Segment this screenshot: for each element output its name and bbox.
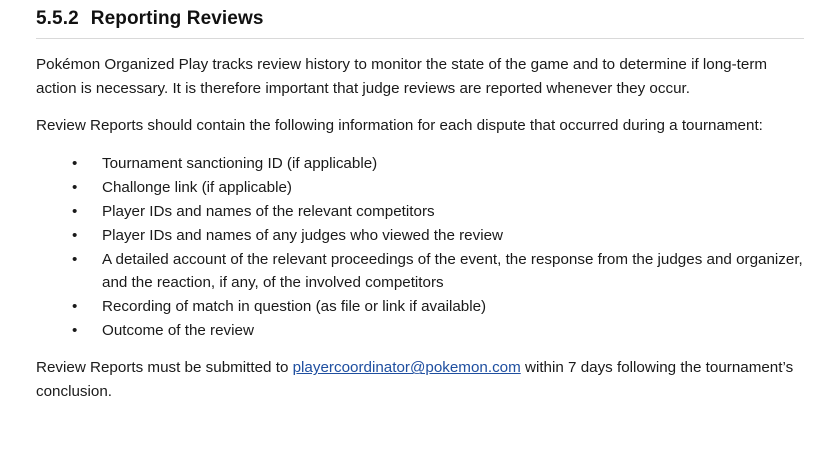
list-item [36, 319, 804, 342]
list-item [36, 176, 804, 199]
intro-paragraph: Pokémon Organized Play tracks review history to monitor the state of the game and to determine if long-term action is necessary. It is therefore important that judge reviews are reported whenever they occur. [36, 56, 768, 97]
section-number: 5.5.2 [36, 8, 79, 29]
list-item [36, 200, 804, 223]
report-contents-list [36, 152, 804, 343]
section-heading [36, 8, 804, 39]
page-title: Reporting Reviews [90, 8, 264, 29]
list-item-label: Outcome of the review [102, 322, 254, 340]
email-link[interactable]: playercoordinator@pokemon.com [292, 359, 521, 377]
list-item-label: Player IDs and names of any judges who viewed the review [102, 226, 503, 244]
bullet-icon: • [72, 178, 78, 196]
lead-in-paragraph: Review Reports should contain the following information for each dispute that occurred during a tournament: [36, 117, 763, 135]
closing-text-after: within 7 days following the tournament’s conclusion. [36, 359, 794, 400]
list-item-label: Tournament sanctioning ID (if applicable) [102, 154, 378, 172]
bullet-icon: • [72, 202, 78, 220]
list-item [36, 224, 804, 247]
list-item-label: Player IDs and names of the relevant competitors [102, 202, 435, 220]
closing-text-before: Review Reports must be submitted to [36, 359, 293, 377]
bullet-icon: • [72, 251, 78, 269]
bullet-icon: • [72, 298, 78, 316]
list-item-label: Recording of match in question (as file or link if available) [102, 298, 487, 316]
bullet-icon: • [72, 322, 78, 340]
list-item-label: Challonge link (if applicable) [102, 178, 292, 196]
list-item [36, 248, 804, 294]
list-item-label: A detailed account of the relevant proceedings of the event, the response from the judges and organizer, and the reaction, if any, of the involved competitors [102, 251, 803, 292]
bullet-icon: • [72, 154, 78, 172]
closing-paragraph [36, 356, 804, 403]
bullet-icon: • [72, 226, 78, 244]
list-item [36, 295, 804, 318]
list-item [36, 152, 804, 175]
